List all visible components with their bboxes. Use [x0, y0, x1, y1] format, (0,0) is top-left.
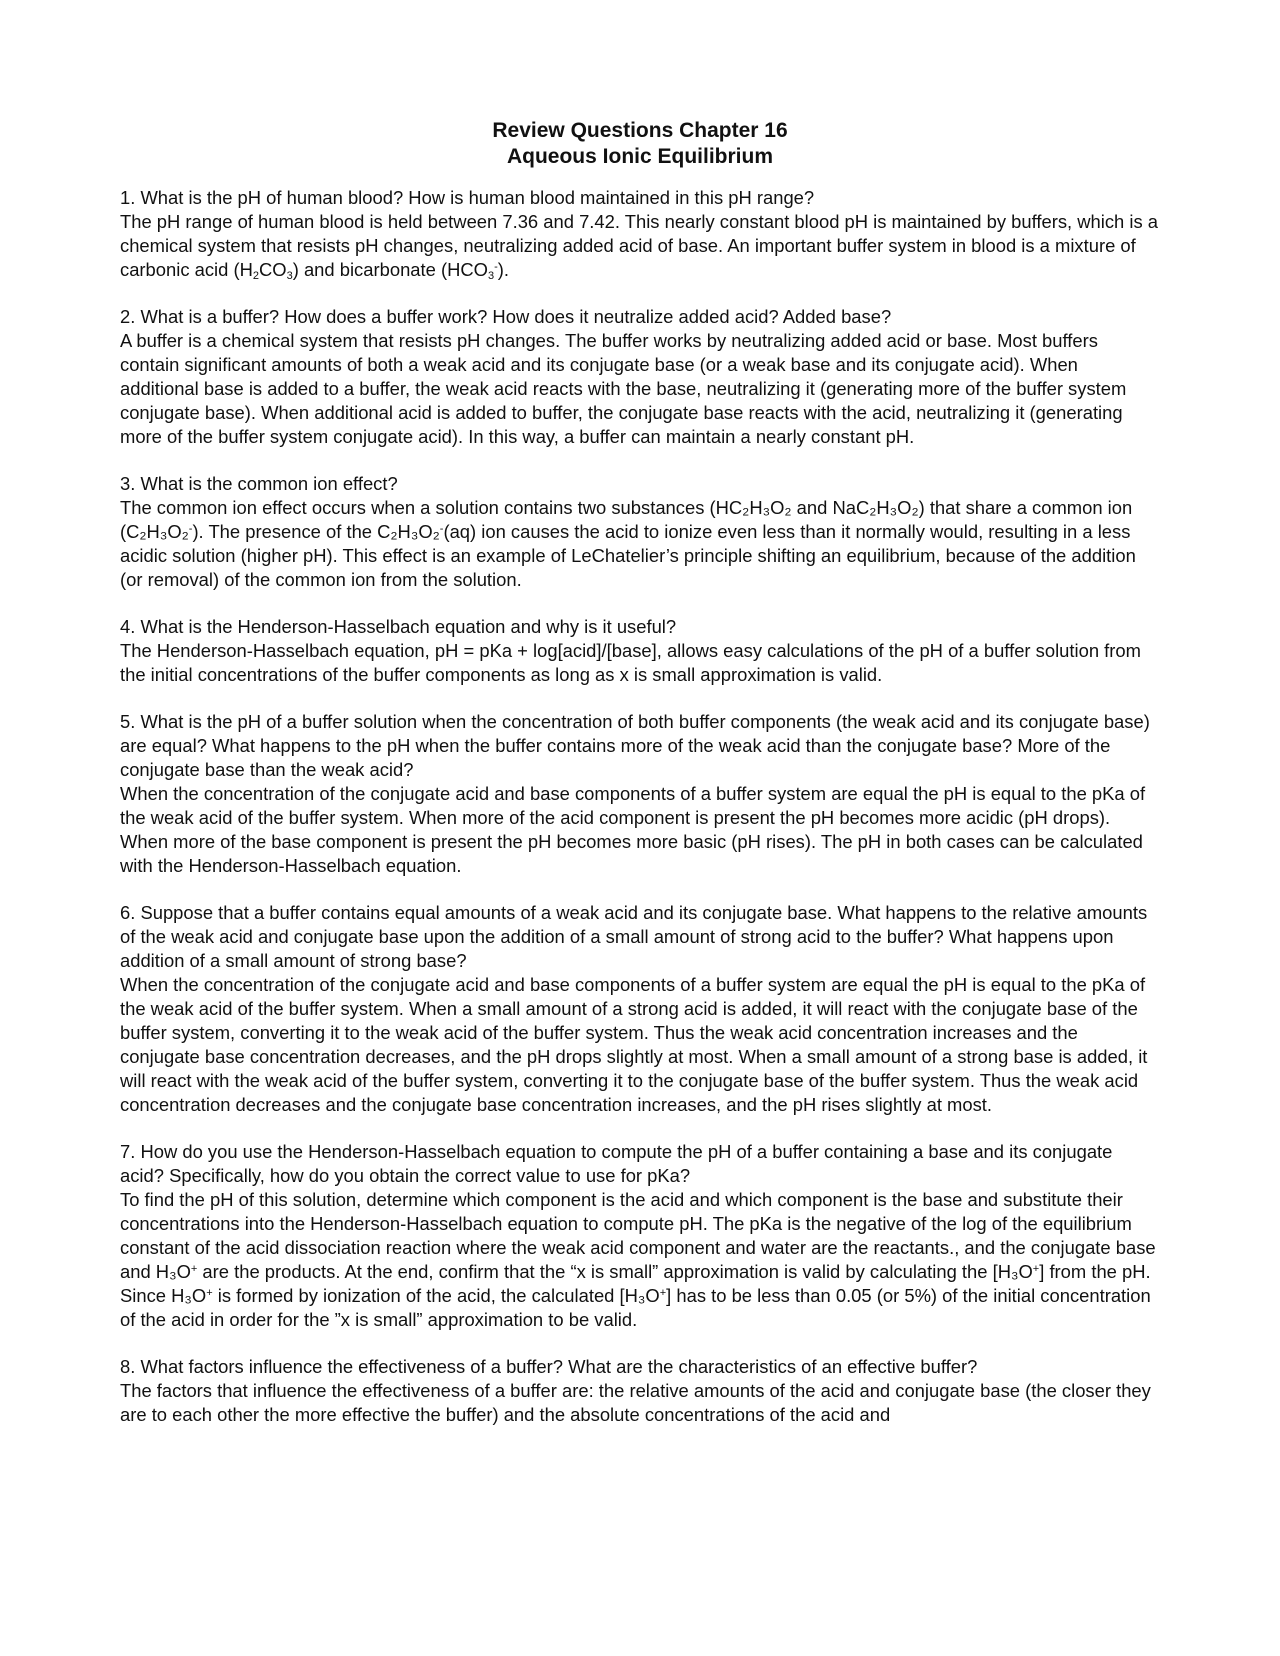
- document-page: [120, 118, 1160, 1450]
- question-4: 4. What is the Henderson-Hasselbach equation and why is it useful?: [120, 616, 677, 637]
- question-1: 1. What is the pH of human blood? How is human blood maintained in this pH range?: [120, 187, 815, 208]
- qa-item-3: [120, 472, 1160, 592]
- document-title: Review Questions Chapter 16: [492, 119, 788, 142]
- answer-4: The Henderson-Hasselbach equation, pH = pKa + log[acid]/[base], allows easy calculations of the pH of a buffer solution from the initial concentrations of the buffer components as long as x is small approximation is valid.: [120, 640, 1141, 685]
- qa-item-6: [120, 901, 1160, 1117]
- question-5: 5. What is the pH of a buffer solution when the concentration of both buffer components (the weak acid and its conjugate base) are equal? What happens to the pH when the buffer contains more of the weak acid than the conjugate base? More of the conjugate base than the weak acid?: [120, 711, 1150, 780]
- qa-item-8: [120, 1355, 1160, 1427]
- question-6: 6. Suppose that a buffer contains equal amounts of a weak acid and its conjugate base. What happens to the relative amounts of the weak acid and conjugate base upon the addition of a small amount of strong acid to the buffer? What happens upon addition of a small amount of strong base?: [120, 902, 1148, 971]
- qa-item-4: [120, 615, 1160, 687]
- question-2: 2. What is a buffer? How does a buffer work? How does it neutralize added acid? Added base?: [120, 306, 892, 327]
- qa-item-2: [120, 305, 1160, 449]
- answer-7: To find the pH of this solution, determine which component is the acid and which component is the base and substitute their concentrations into the Henderson-Hasselbach equation to compute pH. The pKa is the negative of the log of the equilibrium constant of the acid dissociation reaction where the weak acid component and water are the reactants., and the conjugate base and H₃O+ are the products. At the end, confirm that the “x is small” approximation is valid by calculating the [H₃O+] from the pH. Since H₃O+ is formed by ionization of the acid, the calculated [H₃O+] has to be less than 0.05 (or 5%) of the initial concentration of the acid in order for the ”x is small” approximation to be valid.: [120, 1189, 1156, 1330]
- qa-item-5: [120, 710, 1160, 878]
- qa-item-7: [120, 1140, 1160, 1332]
- title-block: [120, 118, 1160, 170]
- answer-2: A buffer is a chemical system that resists pH changes. The buffer works by neutralizing added acid or base. Most buffers contain significant amounts of both a weak acid and its conjugate base (or a weak base and its conjugate acid). When additional base is added to a buffer, the weak acid reacts with the base, neutralizing it (generating more of the buffer system conjugate base). When additional acid is added to buffer, the conjugate base reacts with the acid, neutralizing it (generating more of the buffer system conjugate acid). In this way, a buffer can maintain a nearly constant pH.: [120, 330, 1127, 447]
- answer-1: The pH range of human blood is held between 7.36 and 7.42. This nearly constant blood pH is maintained by buffers, which is a chemical system that resists pH changes, neutralizing added acid of base. An important buffer system in blood is a mixture of carbonic acid $(H_2CO_3)$ and bicarbonate $(HCO_3^-)$.: [120, 211, 1159, 282]
- question-7: 7. How do you use the Henderson-Hasselbach equation to compute the pH of a buffer containing a base and its conjugate acid? Specifically, how do you obtain the correct value to use for pKa?: [120, 1141, 1113, 1186]
- answer-6: When the concentration of the conjugate acid and base components of a buffer system are equal the pH is equal to the pKa of the weak acid of the buffer system. When a small amount of a strong acid is added, it will react with the conjugate base of the buffer system, converting it to the weak acid of the buffer system. Thus the weak acid concentration increases and the conjugate base concentration decreases, and the pH drops slightly at most. When a small amount of a strong base is added, it will react with the weak acid of the buffer system, converting it to the conjugate base of the buffer system. Thus the weak acid concentration decreases and the conjugate base concentration increases, and the pH rises slightly at most.: [120, 974, 1148, 1115]
- answer-3: The common ion effect occurs when a solution contains two substances (HC₂H₃O₂ and NaC₂H₃O₂) that share a common ion (C₂H₃O₂-). The presence of the C₂H₃O₂-(aq) ion causes the acid to ionize even less than it normally would, resulting in a less acidic solution (higher pH). This effect is an example of LeChatelier’s principle shifting an equilibrium, because of the addition (or removal) of the common ion from the solution.: [120, 497, 1136, 590]
- question-8: 8. What factors influence the effectiveness of a buffer? What are the characteristics of an effective buffer?: [120, 1356, 978, 1377]
- question-3: 3. What is the common ion effect?: [120, 473, 398, 494]
- qa-item-1: [120, 186, 1160, 282]
- answer-5: When the concentration of the conjugate acid and base components of a buffer system are equal the pH is equal to the pKa of the weak acid of the buffer system. When more of the acid component is present the pH becomes more acidic (pH drops). When more of the base component is present the pH becomes more basic (pH rises). The pH in both cases can be calculated with the Henderson-Hasselbach equation.: [120, 783, 1146, 876]
- document-subtitle: Aqueous Ionic Equilibrium: [506, 145, 773, 168]
- answer-8: The factors that influence the effectiveness of a buffer are: the relative amounts of the acid and conjugate base (the closer they are to each other the more effective the buffer) and the absolute concentrations of the acid and: [120, 1380, 1151, 1425]
